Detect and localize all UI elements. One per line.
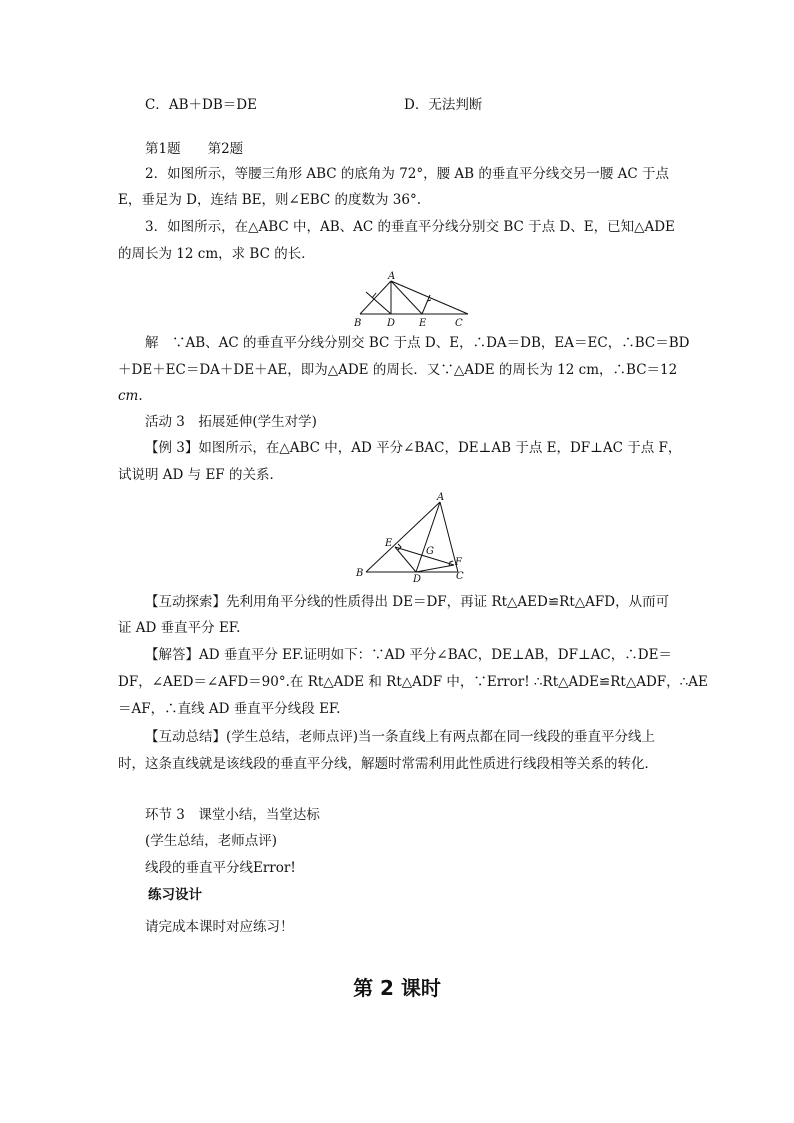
solution-line-3: cm. <box>118 388 143 404</box>
label-a: A <box>437 492 445 503</box>
option-c: C．AB＋DB＝DE <box>145 97 257 113</box>
segment-ab <box>360 281 391 314</box>
answer-line-3: ＝AF，∴直线 AD 垂直平分线段 EF. <box>118 701 341 717</box>
label-g: G <box>426 546 434 557</box>
segment-ac <box>391 281 468 314</box>
label-c: C <box>455 318 463 329</box>
section-3-content: 线段的垂直平分线Error! <box>145 860 296 876</box>
segment-ab <box>366 502 440 572</box>
answer-line-2: DF，∠AED＝∠AFD＝90°.在 Rt△ADE 和 Rt△ADF 中，∵Error! ∴Rt△ADE≌Rt△ADF，∴AE <box>118 674 708 690</box>
segment-ae <box>391 281 422 314</box>
option-d: D．无法判断 <box>404 97 483 113</box>
label-e: E <box>419 318 427 329</box>
label-b: B <box>354 318 362 329</box>
label-e: E <box>385 538 393 549</box>
bisector-ac <box>422 295 430 314</box>
section-3-note: (学生总结，老师点评) <box>145 833 278 849</box>
question-2-line-1: 2．如图所示，等腰三角形 ABC 的底角为 72°，腰 AB 的垂直平分线交另一腰 AC 于点 <box>145 166 670 182</box>
figure-2-triangle <box>352 490 472 582</box>
summary-line-2: 时，这条直线就是该线段的垂直平分线，解题时常需利用此性质进行线段相等关系的转化． <box>118 756 658 772</box>
summary-line-1: 【互动总结】(学生总结，老师点评)当一条直线上有两点都在同一线段的垂直平分线上 <box>145 729 656 745</box>
activity-3-heading: 活动 3 拓展延伸(学生对学) <box>145 414 317 430</box>
segment-df <box>416 565 454 572</box>
explore-line-1: 【互动探索】先利用角平分线的性质得出 DE＝DF，再证 Rt△AED≌Rt△AFD，从而可 <box>145 594 670 610</box>
solution-line-1: 解 ∵AB、AC 的垂直平分线分别交 BC 于点 D、E，∴DA＝DB，EA＝EC，∴BC＝BD <box>145 335 690 351</box>
label-c: C <box>456 571 464 582</box>
label-a: A <box>388 271 396 282</box>
label-d: D <box>387 318 396 329</box>
question-3-line-1: 3．如图所示，在△ABC 中，AB、AC 的垂直平分线分别交 BC 于点 D、E，已知△ADE <box>145 219 675 235</box>
example-3-line-2: 试说明 AD 与 EF 的关系． <box>118 467 283 483</box>
figure-caption: 第1题 第2题 <box>145 141 244 157</box>
figure-1-triangle <box>352 270 472 330</box>
lesson-title: 第 2 课时 <box>353 976 441 1000</box>
question-2-line-2: E，垂足为 D，连结 BE，则∠EBC 的度数为 36°. <box>118 192 422 208</box>
example-3-line-1: 【例 3】如图所示，在△ABC 中，AD 平分∠BAC，DE⊥AB 于点 E，DF⊥AC 于点 F， <box>145 440 682 456</box>
explore-line-2: 证 AD 垂直平分 EF. <box>118 620 241 636</box>
answer-line-1: 【解答】AD 垂直平分 EF.证明如下：∵AD 平分∠BAC，DE⊥AB，DF⊥AC，∴DE＝ <box>145 647 672 663</box>
segment-ef <box>395 547 454 565</box>
label-d: D <box>413 574 422 582</box>
question-3-line-2: 的周长为 12 cm，求 BC 的长． <box>118 246 315 262</box>
segment-ad <box>416 502 440 572</box>
section-3-heading: 环节 3 课堂小结，当堂达标 <box>145 807 320 823</box>
practice-text: 请完成本课时对应练习！ <box>145 919 294 935</box>
label-f: F <box>455 557 462 568</box>
label-b: B <box>356 568 364 579</box>
solution-line-2: ＋DE＋EC＝DA＋DE＋AE，即为△ADE 的周长．又∵△ADE 的周长为 12 cm，∴BC＝12 <box>118 362 678 378</box>
segment-de <box>395 547 416 572</box>
practice-heading: 练习设计 <box>148 887 202 903</box>
